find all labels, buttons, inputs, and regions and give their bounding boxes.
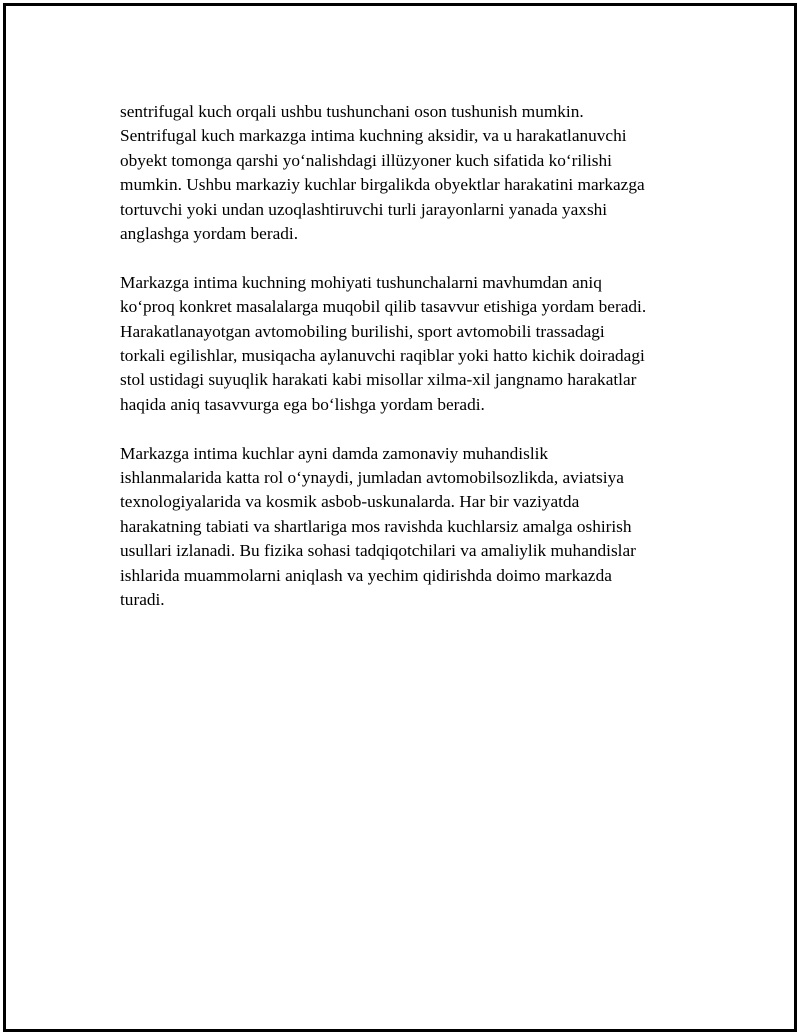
paragraph-3: Markazga intima kuchlar ayni damda zamonaviy muhandislik ishlanmalarida katta rol o‘ynaydi, jumladan avtomobilsozlikda, aviatsiya texnologiyalarida va kosmik asbob-uskunalarda. Har bir vaziyatda harakatning tabiati va shartlariga mos ravishda kuchlarsiz amalga oshirish usullari izlanadi. Bu fizika sohasi tadqiqotchilari va amaliylik muhandislar ishlarida muammolarni aniqlash va yechim qidirishda doimo markazda turadi. xyxy=(120,443,636,610)
document-page xyxy=(3,3,797,1032)
paragraph-2: Markazga intima kuchning mohiyati tushunchalarni mavhumdan aniq ko‘proq konkret masalalarga muqobil qilib tasavvur etishiga yordam beradi. Harakatlanayotgan avtomobiling burilishi, sport avtomobili trassadagi torkali egilishlar, musiqacha aylanuvchi raqiblar yoki hatto kichik doiradagi stol ustidagi suyuqlik harakati kabi misollar xilma-xil jangnamo harakatlar haqida aniq tasavvurga ega bo‘lishga yordam beradi. xyxy=(120,272,647,414)
paragraph-1: sentrifugal kuch orqali ushbu tushunchani oson tushunish mumkin. Sentrifugal kuch markazga intima kuchning aksidir, va u harakatlanuvchi obyekt tomonga qarshi yo‘nalishdagi illüzyoner kuch sifatida ko‘rilishi mumkin. Ushbu markaziy kuchlar birgalikda obyektlar harakatini markazga tortuvchi yoki undan uzoqlashtiruvchi turli jarayonlarni yanada yaxshi anglashga yordam beradi. xyxy=(120,102,645,244)
document-body xyxy=(120,100,690,637)
